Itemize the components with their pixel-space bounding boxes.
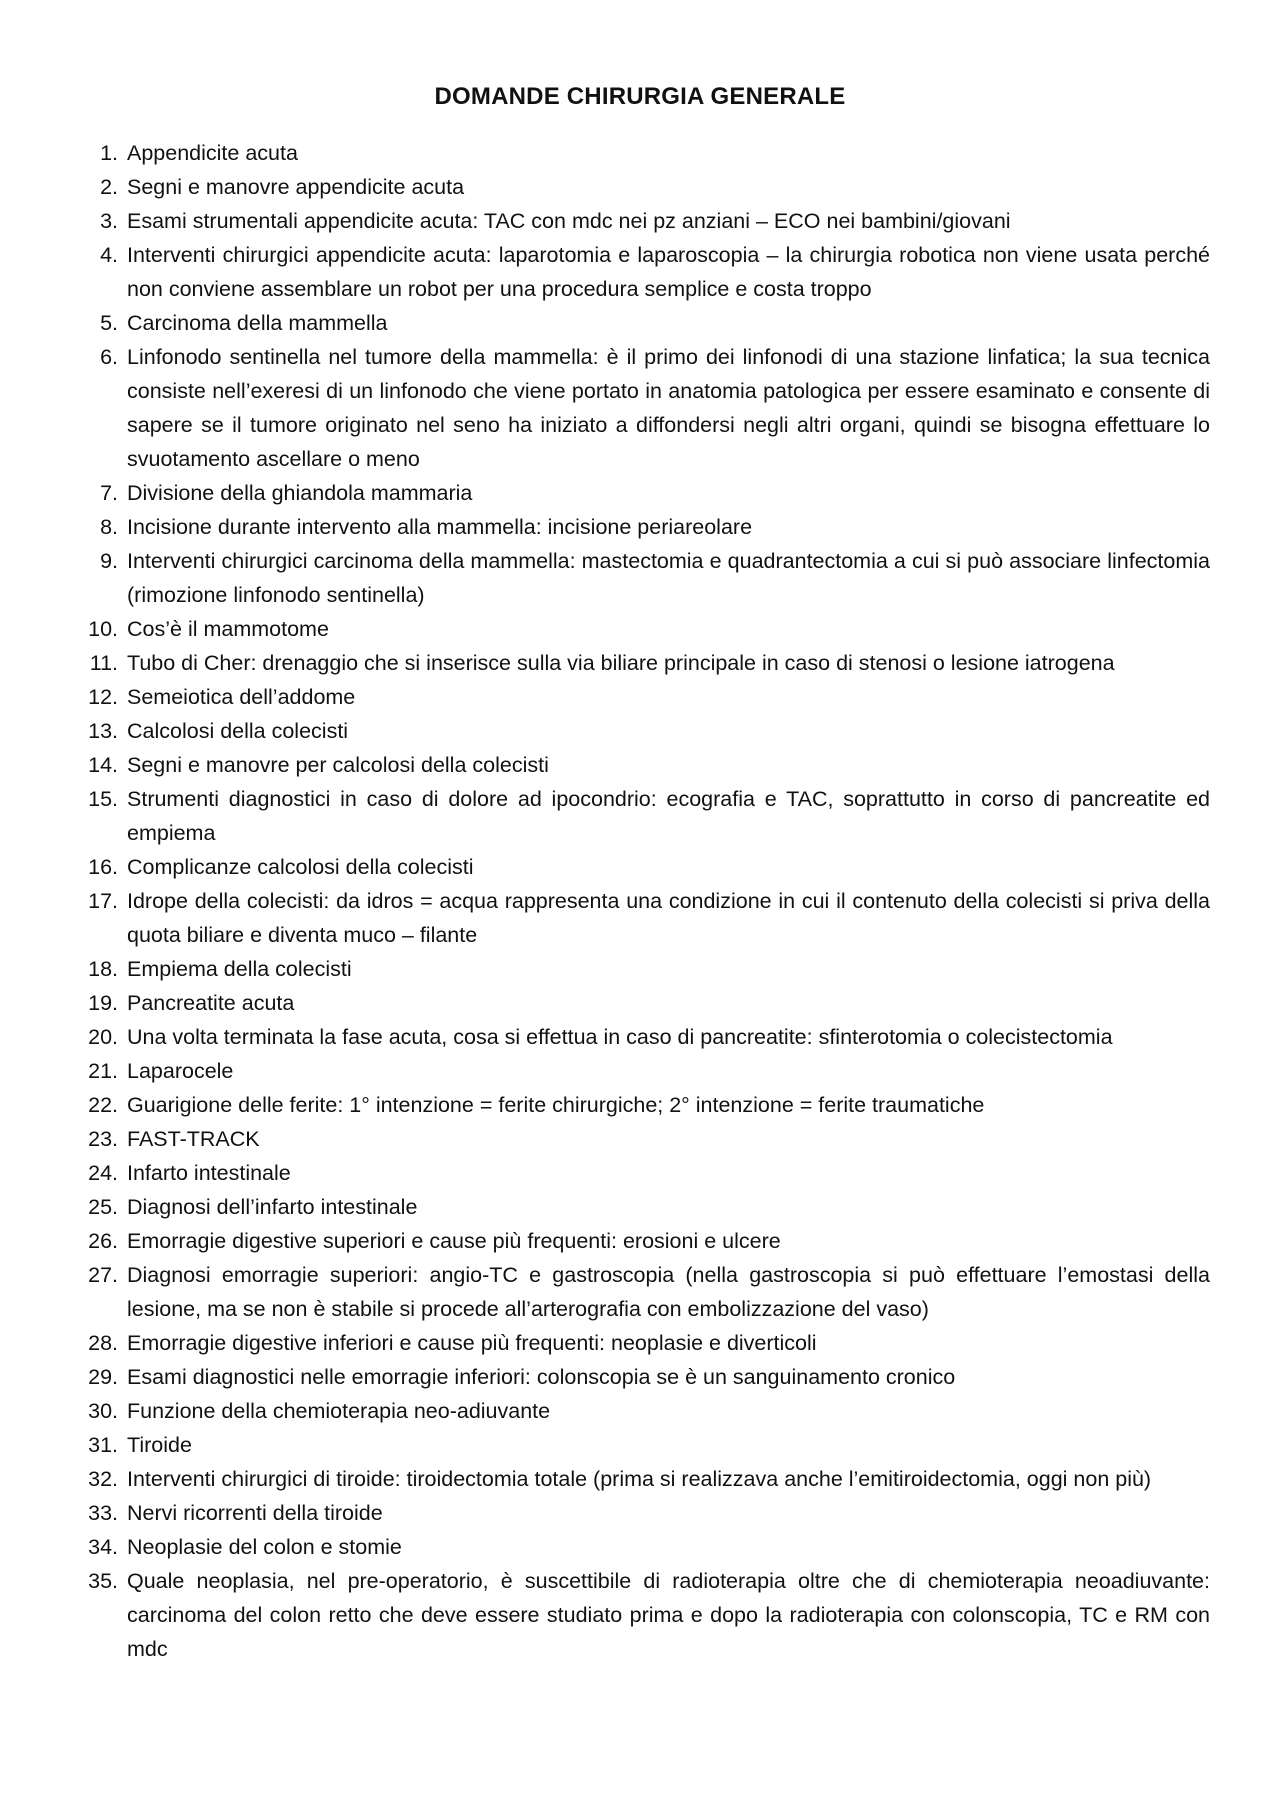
list-item-number: 18. — [88, 957, 118, 981]
list-item-text: Neoplasie del colon e stomie — [127, 1535, 402, 1559]
list-item-text: Una volta terminata la fase acuta, cosa si effettua in caso di pancreatite: sfinterotomia o colecistectomia — [127, 1025, 1113, 1049]
list-item — [77, 1054, 1210, 1088]
list-item-number: 29. — [88, 1365, 118, 1389]
list-item-text: Diagnosi dell’infarto intestinale — [127, 1195, 418, 1219]
list-item — [77, 1428, 1210, 1462]
list-item-text: Pancreatite acuta — [127, 991, 295, 1015]
list-item — [77, 1088, 1210, 1122]
list-item-text: Interventi chirurgici appendicite acuta: laparotomia e laparoscopia – la chirurgia robotica non viene usata perché non conviene assemblare un robot per una procedura semplice e costa troppo — [127, 243, 1210, 301]
list-item-text: Infarto intestinale — [127, 1161, 291, 1185]
list-item-text: Diagnosi emorragie superiori: angio-TC e gastroscopia (nella gastroscopia si può effettuare l’emostasi della lesione, ma se non è stabile si procede all’arterografia con embolizzazione del vaso) — [127, 1263, 1210, 1321]
list-item — [77, 1122, 1210, 1156]
list-item-text: Idrope della colecisti: da idros = acqua rappresenta una condizione in cui il contenuto della colecisti si priva della quota biliare e diventa muco – filante — [127, 889, 1210, 947]
question-list — [77, 136, 1210, 1666]
list-item-number: 5. — [100, 311, 118, 335]
list-item — [77, 1360, 1210, 1394]
list-item-number: 31. — [88, 1433, 118, 1457]
list-item — [77, 1224, 1210, 1258]
list-item-number: 4. — [100, 243, 118, 267]
list-item-number: 10. — [88, 617, 118, 641]
list-item-text: Esami strumentali appendicite acuta: TAC con mdc nei pz anziani – ECO nei bambini/giovani — [127, 209, 1011, 233]
list-item-number: 27. — [88, 1263, 118, 1287]
list-item — [77, 170, 1210, 204]
list-item-number: 13. — [88, 719, 118, 743]
list-item-text: Divisione della ghiandola mammaria — [127, 481, 473, 505]
list-item-text: Nervi ricorrenti della tiroide — [127, 1501, 383, 1525]
list-item-text: Segni e manovre per calcolosi della colecisti — [127, 753, 549, 777]
list-item-number: 14. — [88, 753, 118, 777]
list-item-number: 26. — [88, 1229, 118, 1253]
list-item-text: Emorragie digestive superiori e cause più frequenti: erosioni e ulcere — [127, 1229, 781, 1253]
list-item-number: 6. — [100, 345, 118, 369]
list-item-number: 32. — [88, 1467, 118, 1491]
list-item — [77, 884, 1210, 952]
list-item-text: Tubo di Cher: drenaggio che si inserisce sulla via biliare principale in caso di stenosi o lesione iatrogena — [127, 651, 1115, 675]
list-item — [77, 680, 1210, 714]
list-item-number: 22. — [88, 1093, 118, 1117]
list-item-number: 2. — [100, 175, 118, 199]
list-item — [77, 136, 1210, 170]
list-item — [77, 1564, 1210, 1666]
list-item — [77, 850, 1210, 884]
list-item-text: Segni e manovre appendicite acuta — [127, 175, 465, 199]
list-item-number: 28. — [88, 1331, 118, 1355]
list-item-text: Interventi chirurgici carcinoma della mammella: mastectomia e quadrantectomia a cui si può associare linfectomia (rimozione linfonodo sentinella) — [127, 549, 1210, 607]
list-item — [77, 1190, 1210, 1224]
list-item-number: 35. — [88, 1569, 118, 1593]
list-item-number: 17. — [88, 889, 118, 913]
list-item — [77, 544, 1210, 612]
list-item-number: 25. — [88, 1195, 118, 1219]
list-item-number: 7. — [100, 481, 118, 505]
list-item — [77, 952, 1210, 986]
list-item — [77, 1020, 1210, 1054]
list-item-text: Incisione durante intervento alla mammella: incisione periareolare — [127, 515, 753, 539]
list-item-text: Complicanze calcolosi della colecisti — [127, 855, 474, 879]
list-item-text: Laparocele — [127, 1059, 234, 1083]
page-title: DOMANDE CHIRURGIA GENERALE — [434, 83, 846, 110]
list-item-text: Interventi chirurgici di tiroide: tiroidectomia totale (prima si realizzava anche l’emitiroidectomia, oggi non più) — [127, 1467, 1152, 1491]
list-item — [77, 510, 1210, 544]
list-item-number: 3. — [100, 209, 118, 233]
list-item-number: 24. — [88, 1161, 118, 1185]
list-item-text: Semeiotica dell’addome — [127, 685, 356, 709]
list-item — [77, 986, 1210, 1020]
list-item-number: 9. — [100, 549, 118, 573]
list-item-number: 15. — [88, 787, 118, 811]
list-item-text: Tiroide — [127, 1433, 192, 1457]
list-item-number: 23. — [88, 1127, 118, 1151]
list-item — [77, 1156, 1210, 1190]
list-item — [77, 306, 1210, 340]
list-item — [77, 204, 1210, 238]
list-item-text: Quale neoplasia, nel pre-operatorio, è suscettibile di radioterapia oltre che di chemioterapia neoadiuvante: carcinoma del colon retto che deve essere studiato prima e dopo la radioterapia con colonscopia, TC e RM con mdc — [127, 1569, 1210, 1661]
list-item-number: 1. — [100, 141, 118, 165]
list-item-text: Esami diagnostici nelle emorragie inferiori: colonscopia se è un sanguinamento cronico — [127, 1365, 956, 1389]
list-item — [77, 476, 1210, 510]
list-item — [77, 1462, 1210, 1496]
list-item-number: 30. — [88, 1399, 118, 1423]
list-item-number: 21. — [88, 1059, 118, 1083]
list-item-number: 33. — [88, 1501, 118, 1525]
list-item — [77, 1326, 1210, 1360]
list-item-text: FAST-TRACK — [127, 1127, 260, 1151]
list-item-text: Guarigione delle ferite: 1° intenzione = ferite chirurgiche; 2° intenzione = ferite traumatiche — [127, 1093, 985, 1117]
list-item-text: Carcinoma della mammella — [127, 311, 388, 335]
list-item-text: Empiema della colecisti — [127, 957, 352, 981]
list-item-number: 19. — [88, 991, 118, 1015]
list-item-number: 8. — [100, 515, 118, 539]
list-item-number: 34. — [88, 1535, 118, 1559]
list-item — [77, 1496, 1210, 1530]
list-item — [77, 714, 1210, 748]
list-item — [77, 782, 1210, 850]
list-item — [77, 748, 1210, 782]
list-item — [77, 1258, 1210, 1326]
list-item-text: Cos’è il mammotome — [127, 617, 329, 641]
list-item-text: Calcolosi della colecisti — [127, 719, 349, 743]
list-item — [77, 1394, 1210, 1428]
list-item — [77, 340, 1210, 476]
list-item — [77, 612, 1210, 646]
list-item-number: 11. — [89, 651, 118, 675]
list-item-number: 12. — [88, 685, 118, 709]
list-item — [77, 1530, 1210, 1564]
list-item-text: Linfonodo sentinella nel tumore della mammella: è il primo dei linfonodi di una stazione linfatica; la sua tecnica consiste nell’exeresi di un linfonodo che viene portato in anatomia patologica per essere esaminato e consente di sapere se il tumore originato nel seno ha iniziato a diffondersi negli altri organi, quindi se bisogna effettuare lo svuotamento ascellare o meno — [127, 345, 1210, 471]
list-item-text: Funzione della chemioterapia neo-adiuvante — [127, 1399, 551, 1423]
list-item-number: 20. — [88, 1025, 118, 1049]
list-item — [77, 238, 1210, 306]
list-item-text: Appendicite acuta — [127, 141, 298, 165]
list-item-number: 16. — [88, 855, 118, 879]
list-item-text: Strumenti diagnostici in caso di dolore ad ipocondrio: ecografia e TAC, soprattutto in corso di pancreatite ed empiema — [127, 787, 1210, 845]
list-item — [77, 646, 1210, 680]
list-item-text: Emorragie digestive inferiori e cause più frequenti: neoplasie e diverticoli — [127, 1331, 817, 1355]
